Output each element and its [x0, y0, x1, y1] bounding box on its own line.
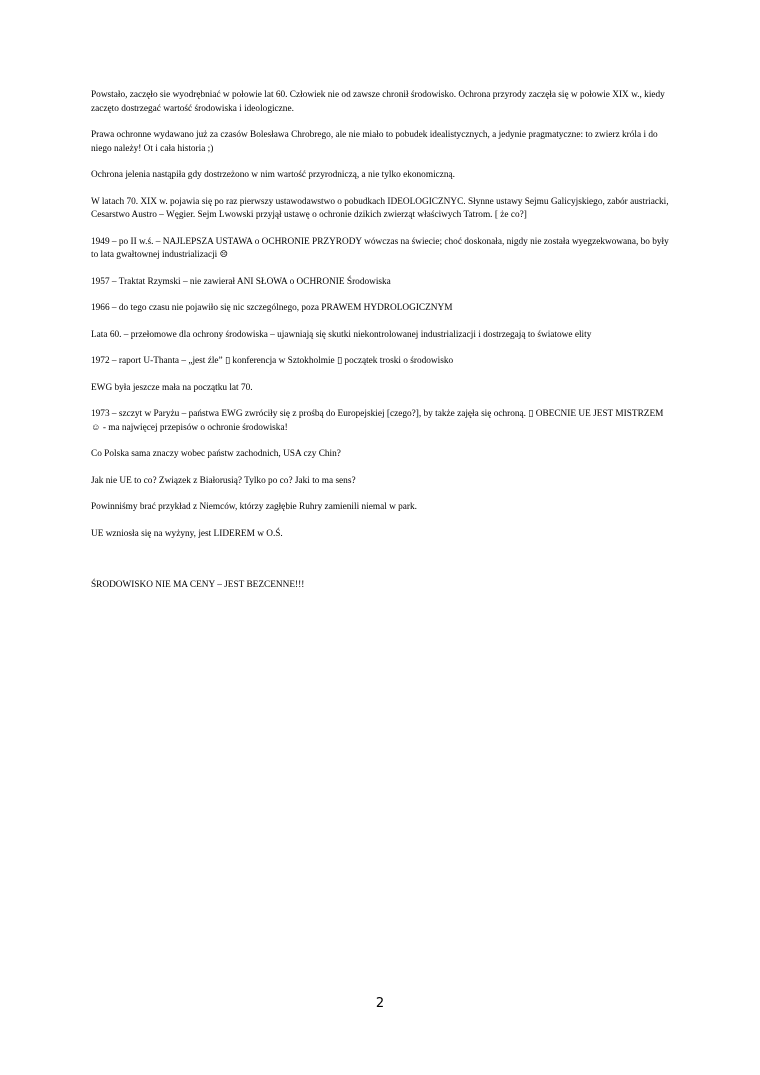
paragraph: Powinniśmy brać przykład z Niemców, którzy zagłębie Ruhry zamienili niemal w park. — [91, 502, 417, 512]
paragraph: Lata 60. – przełomowe dla ochrony środowiska – ujawniają się skutki niekontrolowanej industrializacji i dostrzegają to światowe elity — [91, 329, 592, 340]
closing-statement: ŚRODOWISKO NIE MA CENY – JEST BEZCENNE!!! — [91, 580, 305, 590]
paragraph: 1949 – po II w.ś. – NAJLEPSZA USTAWA o OCHRONIE PRZYRODY wówczas na świecie; choć doskonała, nigdy nie została wyegzekwowana, bo były to lata gwałtownej industrializacji ☹ — [91, 236, 669, 260]
paragraph: Prawa ochronne wydawano już za czasów Bolesława Chrobrego, ale nie miało to pobudek idealistycznych, a jedynie pragmatyczne: to zwierz króla i do niego należy! Ot i cała historia ;) — [91, 130, 658, 154]
paragraph: UE wzniosła się na wyżyny, jest LIDEREM w O.Ś. — [91, 528, 283, 539]
paragraph: W latach 70. XIX w. pojawia się po raz pierwszy ustawodawstwo o pobudkach IDEOLOGICZNYC. Słynne ustawy Sejmu Galicyjskiego, zabór austriacki, Cesarstwo Austro – Węgier. Sejm Lwowski przyjął ustawę o ochronie dzikich zwierząt właściwych Tatrom. [ że co?] — [91, 196, 669, 220]
document-body — [91, 89, 675, 606]
page-number: 2 — [375, 996, 385, 1011]
paragraph: 1957 – Traktat Rzymski – nie zawierał ANI SŁOWA o OCHRONIE Środowiska — [91, 276, 391, 287]
paragraph: 1972 – raport U-Thanta – „jest źle” ▯ konferencja w Sztokholmie ▯ początek troski o środowisko — [91, 356, 454, 366]
paragraph: Jak nie UE to co? Związek z Białorusią? Tylko po co? Jaki to ma sens? — [91, 475, 356, 486]
paragraph: Co Polska sama znaczy wobec państw zachodnich, USA czy Chin? — [91, 449, 341, 459]
blank-line — [91, 554, 675, 579]
paragraph: Ochrona jelenia nastąpiła gdy dostrzeżono w nim wartość przyrodniczą, a nie tylko ekonomiczną. — [91, 170, 455, 180]
paragraph: 1973 – szczyt w Paryżu – państwa EWG zwróciły się z prośbą do Europejskiej [czego?], by także zajęła się ochroną. ▯ OBECNIE UE JEST MISTRZEM ☺ - ma najwięcej przepisów o ochronie środowiska! — [91, 409, 664, 433]
paragraph: 1966 – do tego czasu nie pojawiło się nic szczególnego, poza PRAWEM HYDROLOGICZNYM — [91, 303, 453, 313]
paragraph: EWG była jeszcze mała na początku lat 70. — [91, 382, 253, 393]
paragraph: Powstało, zaczęło sie wyodrębniać w połowie lat 60. Człowiek nie od zawsze chronił środowisko. Ochrona przyrody zaczęła się w połowie XIX w., kiedy zaczęto dostrzegać wartość środowiska i ideologiczne. — [91, 90, 665, 114]
